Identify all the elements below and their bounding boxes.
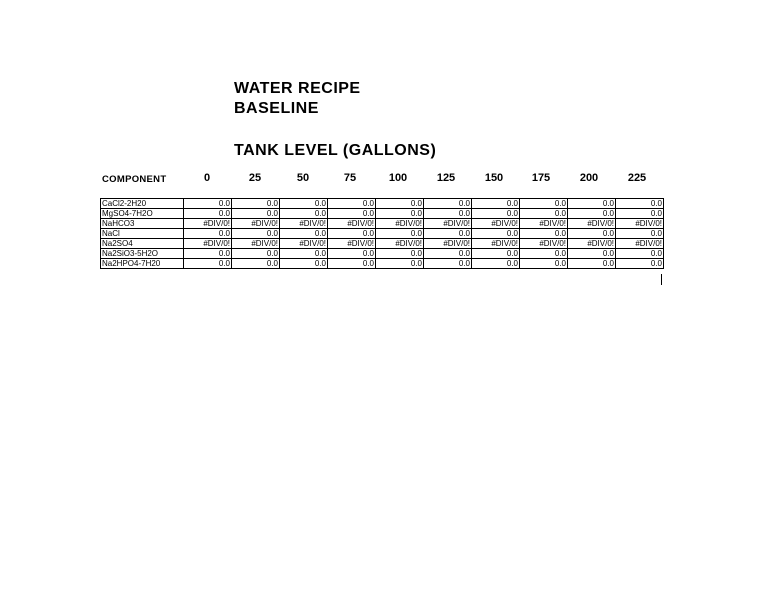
- value-cell: 0.0: [232, 199, 280, 209]
- value-cell: #DIV/0!: [232, 219, 280, 229]
- value-cell: 0.0: [232, 229, 280, 239]
- component-name-cell: CaCl2-2H20: [101, 199, 184, 209]
- value-cell: #DIV/0!: [568, 239, 616, 249]
- value-cell: #DIV/0!: [328, 239, 376, 249]
- value-cell: #DIV/0!: [472, 219, 520, 229]
- value-cell: 0.0: [520, 229, 568, 239]
- value-cell: 0.0: [424, 209, 472, 219]
- value-cell: #DIV/0!: [424, 219, 472, 229]
- value-cell: 0.0: [568, 259, 616, 269]
- value-cell: #DIV/0!: [616, 219, 664, 229]
- table-row: [101, 209, 664, 219]
- value-cell: 0.0: [376, 249, 424, 259]
- value-cell: 0.0: [520, 259, 568, 269]
- value-cell: 0.0: [472, 249, 520, 259]
- table-border-tail: [661, 274, 662, 285]
- value-cell: #DIV/0!: [520, 219, 568, 229]
- value-cell: #DIV/0!: [376, 219, 424, 229]
- value-cell: 0.0: [184, 199, 232, 209]
- value-cell: 0.0: [568, 249, 616, 259]
- table-row: [101, 199, 664, 209]
- value-cell: 0.0: [280, 199, 328, 209]
- value-cell: 0.0: [424, 199, 472, 209]
- tank-level-header: 125: [436, 172, 456, 184]
- tank-level-header: 200: [579, 172, 599, 184]
- component-name-cell: Na2SiO3-5H2O: [101, 249, 184, 259]
- value-cell: #DIV/0!: [616, 239, 664, 249]
- value-cell: #DIV/0!: [424, 239, 472, 249]
- value-cell: 0.0: [232, 259, 280, 269]
- tank-level-header: 50: [296, 172, 310, 184]
- column-header-row: [102, 172, 662, 188]
- value-cell: 0.0: [280, 229, 328, 239]
- value-cell: 0.0: [328, 229, 376, 239]
- value-cell: #DIV/0!: [184, 239, 232, 249]
- value-cell: 0.0: [472, 229, 520, 239]
- table-row: [101, 239, 664, 249]
- value-cell: #DIV/0!: [376, 239, 424, 249]
- value-cell: #DIV/0!: [328, 219, 376, 229]
- component-name-cell: Na2SO4: [101, 239, 184, 249]
- title-water-recipe: WATER RECIPE: [234, 80, 361, 97]
- value-cell: 0.0: [616, 249, 664, 259]
- value-cell: 0.0: [328, 199, 376, 209]
- value-cell: 0.0: [568, 209, 616, 219]
- component-name-cell: NaCl: [101, 229, 184, 239]
- value-cell: 0.0: [376, 229, 424, 239]
- tank-level-header: 75: [343, 172, 357, 184]
- value-cell: 0.0: [184, 249, 232, 259]
- value-cell: 0.0: [472, 199, 520, 209]
- value-cell: 0.0: [424, 249, 472, 259]
- tank-level-header: 100: [388, 172, 408, 184]
- value-cell: #DIV/0!: [280, 219, 328, 229]
- value-cell: 0.0: [520, 209, 568, 219]
- tank-level-header: 25: [248, 172, 262, 184]
- value-cell: 0.0: [424, 259, 472, 269]
- tank-level-header: 225: [627, 172, 647, 184]
- value-cell: 0.0: [568, 229, 616, 239]
- value-cell: 0.0: [184, 259, 232, 269]
- value-cell: 0.0: [280, 249, 328, 259]
- table-row: [101, 259, 664, 269]
- recipe-table: [100, 198, 664, 269]
- component-name-cell: NaHCO3: [101, 219, 184, 229]
- value-cell: 0.0: [232, 209, 280, 219]
- value-cell: 0.0: [568, 199, 616, 209]
- value-cell: 0.0: [232, 249, 280, 259]
- value-cell: #DIV/0!: [472, 239, 520, 249]
- value-cell: 0.0: [520, 199, 568, 209]
- tank-level-header: 175: [531, 172, 551, 184]
- value-cell: #DIV/0!: [280, 239, 328, 249]
- value-cell: 0.0: [424, 229, 472, 239]
- value-cell: 0.0: [376, 199, 424, 209]
- table-row: [101, 229, 664, 239]
- value-cell: 0.0: [184, 209, 232, 219]
- value-cell: 0.0: [472, 259, 520, 269]
- value-cell: #DIV/0!: [568, 219, 616, 229]
- component-name-cell: MgSO4-7H2O: [101, 209, 184, 219]
- value-cell: 0.0: [376, 259, 424, 269]
- title-baseline: BASELINE: [234, 100, 319, 117]
- tank-level-header: 0: [203, 172, 211, 184]
- value-cell: 0.0: [520, 249, 568, 259]
- value-cell: 0.0: [616, 229, 664, 239]
- value-cell: #DIV/0!: [232, 239, 280, 249]
- table-row: [101, 249, 664, 259]
- component-header: COMPONENT: [102, 174, 167, 185]
- value-cell: #DIV/0!: [184, 219, 232, 229]
- table-row: [101, 219, 664, 229]
- value-cell: 0.0: [376, 209, 424, 219]
- value-cell: 0.0: [280, 259, 328, 269]
- tank-level-header: 150: [484, 172, 504, 184]
- value-cell: 0.0: [328, 209, 376, 219]
- value-cell: #DIV/0!: [520, 239, 568, 249]
- value-cell: 0.0: [616, 209, 664, 219]
- value-cell: 0.0: [184, 229, 232, 239]
- value-cell: 0.0: [616, 259, 664, 269]
- value-cell: 0.0: [328, 249, 376, 259]
- value-cell: 0.0: [280, 209, 328, 219]
- title-tank-level: TANK LEVEL (GALLONS): [234, 142, 437, 159]
- value-cell: 0.0: [328, 259, 376, 269]
- value-cell: 0.0: [616, 199, 664, 209]
- component-name-cell: Na2HPO4-7H20: [101, 259, 184, 269]
- value-cell: 0.0: [472, 209, 520, 219]
